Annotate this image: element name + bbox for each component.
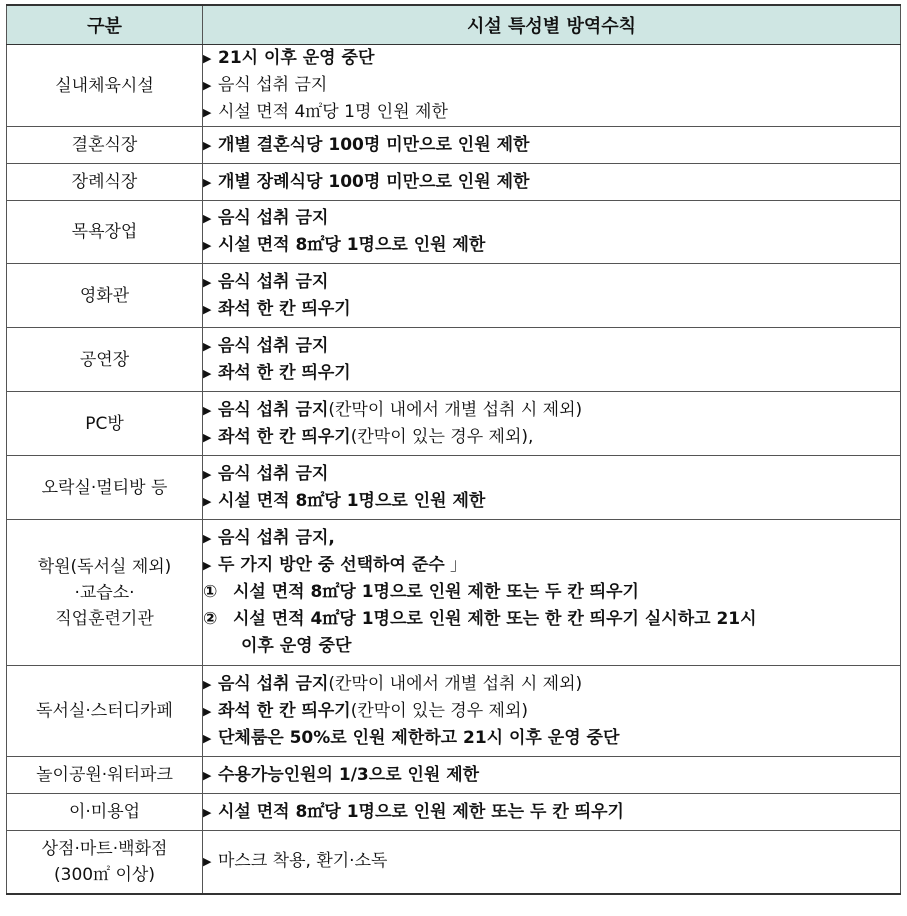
rules-cell — [203, 264, 901, 328]
rule-line: ▶ 두 가지 방안 중 선택하여 준수 」 — [203, 552, 900, 579]
option-line: ② 시설 면적 4㎡당 1명으로 인원 제한 또는 한 칸 띄우기 실시하고 21시 — [203, 609, 757, 629]
category-cell: 학원(독서실 제외) ·교습소· 직업훈련기관 — [7, 520, 203, 666]
table-row — [7, 794, 901, 831]
table-row — [7, 328, 901, 392]
rule-line: ▶ 마스크 착용, 환기·소독 — [203, 848, 900, 875]
table-row — [7, 757, 901, 794]
rules-cell — [203, 45, 901, 127]
rules-cell — [203, 520, 901, 666]
table-row — [7, 264, 901, 328]
option-line: ① 시설 면적 8㎡당 1명으로 인원 제한 또는 두 칸 띄우기 — [203, 582, 639, 602]
triangle-bullet-icon: ▶ — [203, 768, 212, 782]
category-cell: 독서실·스터디카페 — [7, 666, 203, 757]
rule-line: ▶ 시설 면적 4㎡당 1명 인원 제한 — [203, 99, 900, 126]
category-cell: 공연장 — [7, 328, 203, 392]
header-category: 구분 — [7, 5, 203, 45]
table-row — [7, 164, 901, 201]
category-cell: 영화관 — [7, 264, 203, 328]
triangle-bullet-icon: ▶ — [203, 559, 212, 572]
rule-line: ▶ 음식 섭취 금지 — [203, 205, 900, 232]
rules-cell — [203, 666, 901, 757]
table-row — [7, 392, 901, 456]
rules-cell — [203, 164, 901, 201]
category-cell: 결혼식장 — [7, 127, 203, 164]
rule-line: ▶ 음식 섭취 금지, — [203, 525, 900, 552]
table-row — [7, 520, 901, 666]
triangle-bullet-icon: ▶ — [203, 467, 212, 481]
rule-line: ▶ 음식 섭취 금지 — [203, 461, 900, 488]
rule-line: ▶ 개별 결혼식당 100명 미만으로 인원 제한 — [203, 132, 900, 159]
triangle-bullet-icon: ▶ — [203, 52, 212, 65]
rule-line: ▶ 좌석 한 칸 띄우기(칸막이 있는 경우 제외) — [203, 698, 900, 725]
rule-line: ▶ 시설 면적 8㎡당 1명으로 인원 제한 — [203, 488, 900, 515]
triangle-bullet-icon: ▶ — [203, 532, 212, 545]
triangle-bullet-icon: ▶ — [203, 430, 212, 444]
triangle-bullet-icon: ▶ — [203, 704, 212, 718]
rule-line: ▶ 좌석 한 칸 띄우기 — [203, 296, 900, 323]
quarantine-rules-table — [6, 4, 901, 895]
rules-cell — [203, 831, 901, 894]
rule-line: ▶ 좌석 한 칸 띄우기 — [203, 360, 900, 387]
header-rules: 시설 특성별 방역수칙 — [203, 5, 901, 45]
category-cell: 상점·마트·백화점 (300㎡ 이상) — [7, 831, 203, 894]
rules-cell — [203, 392, 901, 456]
rule-line: ▶ 음식 섭취 금지 — [203, 333, 900, 360]
rules-cell — [203, 794, 901, 831]
triangle-bullet-icon: ▶ — [203, 138, 212, 152]
option-continuation: 이후 운영 중단 — [241, 636, 352, 656]
category-cell: 이·미용업 — [7, 794, 203, 831]
table-row — [7, 456, 901, 520]
rules-cell — [203, 328, 901, 392]
triangle-bullet-icon: ▶ — [203, 106, 212, 119]
rule-line: ▶ 수용가능인원의 1/3으로 인원 제한 — [203, 762, 900, 789]
table-row — [7, 666, 901, 757]
table-row — [7, 45, 901, 127]
rules-cell — [203, 456, 901, 520]
triangle-bullet-icon: ▶ — [203, 731, 212, 745]
triangle-bullet-icon: ▶ — [203, 339, 212, 353]
rules-cell — [203, 201, 901, 264]
category-cell: 놀이공원·워터파크 — [7, 757, 203, 794]
triangle-bullet-icon: ▶ — [203, 79, 212, 92]
rule-line: ▶ 음식 섭취 금지 — [203, 72, 900, 99]
category-cell: PC방 — [7, 392, 203, 456]
rule-line: ▶ 시설 면적 8㎡당 1명으로 인원 제한 — [203, 232, 900, 259]
triangle-bullet-icon: ▶ — [203, 677, 212, 691]
category-cell: 목욕장업 — [7, 201, 203, 264]
rule-line: ▶ 음식 섭취 금지(칸막이 내에서 개별 섭취 시 제외) — [203, 397, 900, 424]
triangle-bullet-icon: ▶ — [203, 239, 212, 252]
rules-cell — [203, 127, 901, 164]
rule-line: ▶ 21시 이후 운영 중단 — [203, 45, 900, 72]
rule-line: ▶ 음식 섭취 금지(칸막이 내에서 개별 섭취 시 제외) — [203, 671, 900, 698]
table-row — [7, 127, 901, 164]
category-cell: 실내체육시설 — [7, 45, 203, 127]
rule-line: ▶ 음식 섭취 금지 — [203, 269, 900, 296]
triangle-bullet-icon: ▶ — [203, 175, 212, 189]
table-row — [7, 201, 901, 264]
table-row — [7, 831, 901, 894]
triangle-bullet-icon: ▶ — [203, 366, 212, 380]
table-header-row — [7, 5, 901, 45]
rules-cell — [203, 757, 901, 794]
triangle-bullet-icon: ▶ — [203, 805, 212, 819]
rule-line: ▶ 단체룸은 50%로 인원 제한하고 21시 이후 운영 중단 — [203, 725, 900, 752]
triangle-bullet-icon: ▶ — [203, 302, 212, 316]
rule-line: ▶ 시설 면적 8㎡당 1명으로 인원 제한 또는 두 칸 띄우기 — [203, 799, 900, 826]
rule-line: ▶ 개별 장례식당 100명 미만으로 인원 제한 — [203, 169, 900, 196]
category-cell: 장례식장 — [7, 164, 203, 201]
triangle-bullet-icon: ▶ — [203, 275, 212, 289]
triangle-bullet-icon: ▶ — [203, 212, 212, 225]
category-cell: 오락실·멀티방 등 — [7, 456, 203, 520]
rule-line: ▶ 좌석 한 칸 띄우기(칸막이 있는 경우 제외), — [203, 424, 900, 451]
triangle-bullet-icon: ▶ — [203, 855, 212, 869]
triangle-bullet-icon: ▶ — [203, 403, 212, 417]
triangle-bullet-icon: ▶ — [203, 494, 212, 508]
